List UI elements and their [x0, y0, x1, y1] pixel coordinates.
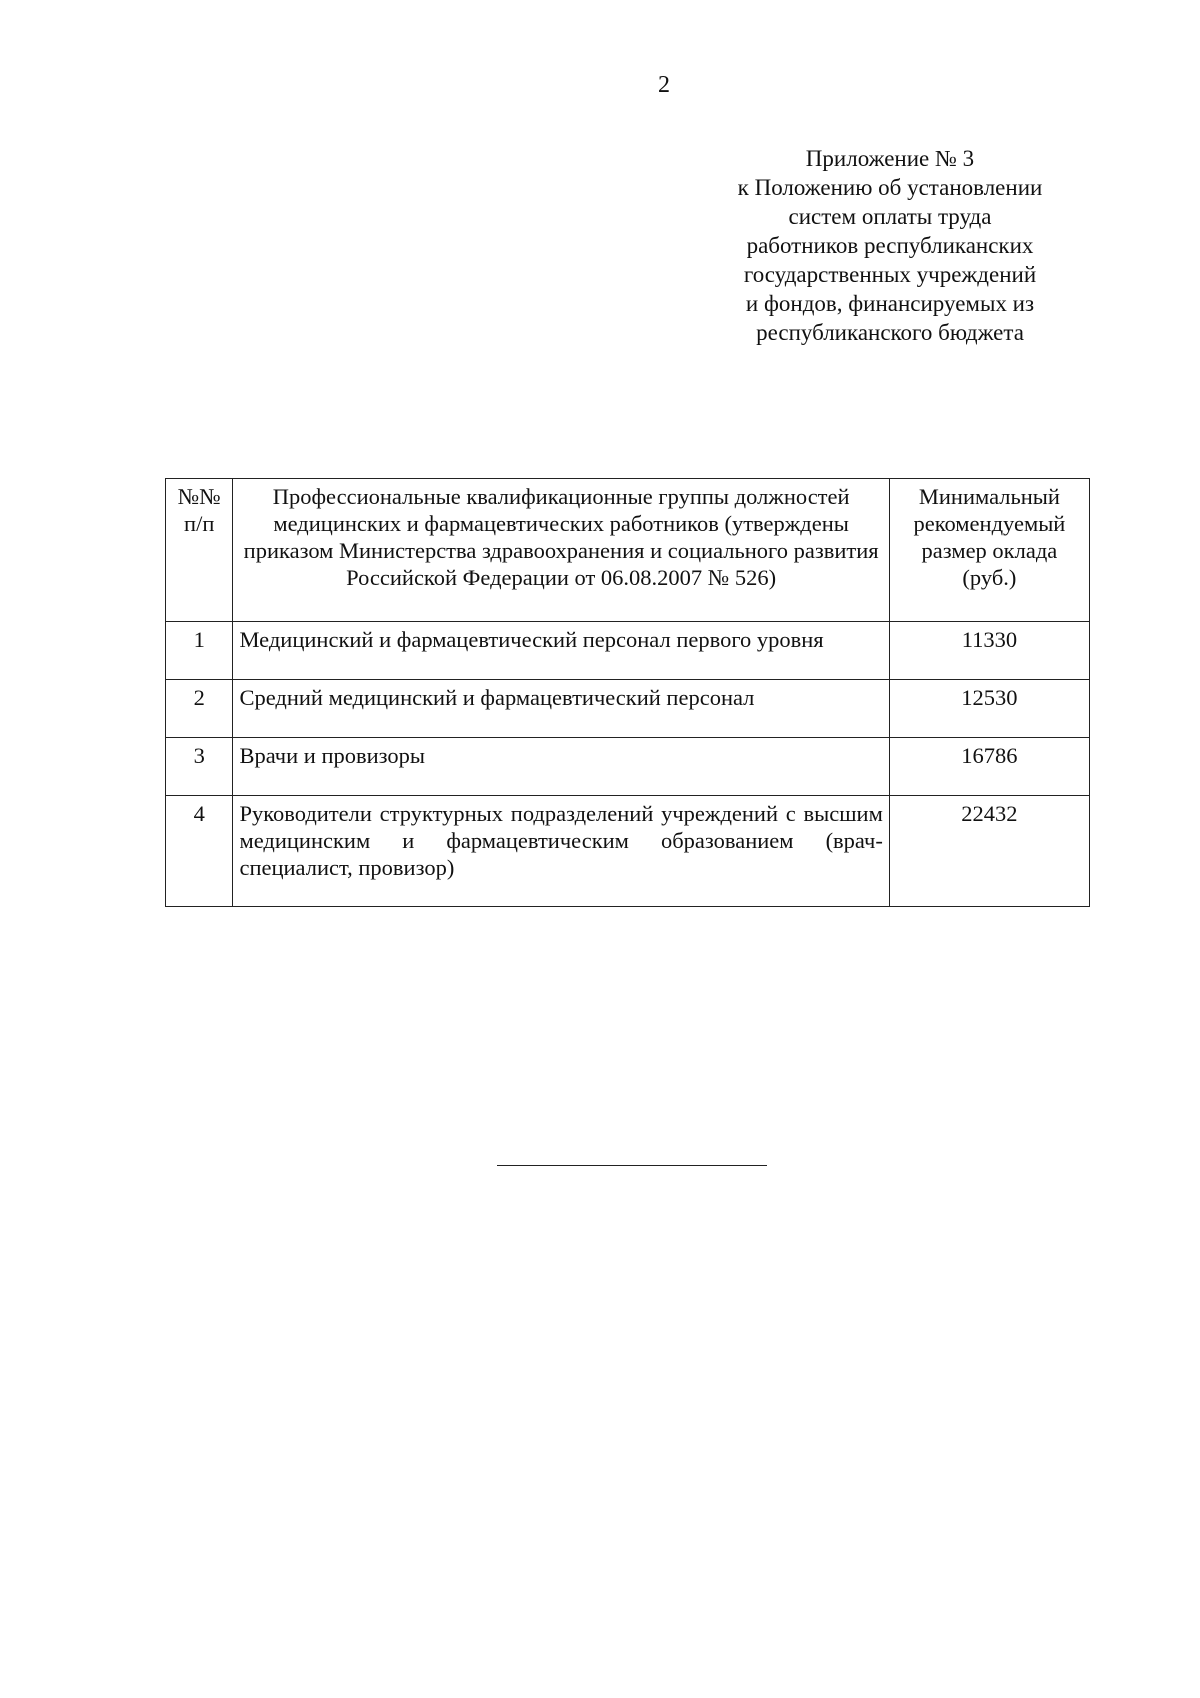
table-row: [166, 796, 1090, 907]
row-number: 4: [166, 796, 233, 907]
salary-table: [165, 478, 1090, 907]
page-number: 2: [658, 72, 670, 98]
appendix-header: [700, 144, 1080, 347]
table-row: [166, 680, 1090, 738]
header-group: Профессиональные квалификационные группы должностей медицинских и фармацевтических работников (утверждены приказом Министерства здравоохранения и социального развития Российской Федерации от 06.08.2007 № 526): [233, 479, 889, 622]
row-group: Средний медицинский и фармацевтический персонал: [233, 680, 889, 738]
table-header-row: [166, 479, 1090, 622]
appendix-line: и фондов, финансируемых из: [745, 291, 1035, 316]
appendix-line: государственных учреждений: [743, 262, 1037, 287]
row-salary: 16786: [889, 738, 1089, 796]
appendix-line: работников республиканских: [746, 233, 1034, 258]
row-number: 3: [166, 738, 233, 796]
header-number: №№ п/п: [166, 479, 233, 622]
appendix-line: Приложение № 3: [805, 146, 975, 171]
appendix-line: республиканского бюджета: [756, 320, 1024, 345]
row-number: 1: [166, 622, 233, 680]
appendix-line: к Положению об установлении: [737, 175, 1043, 200]
row-number: 2: [166, 680, 233, 738]
header-salary: Минимальный рекомендуемый размер оклада (руб.): [889, 479, 1089, 622]
row-salary: 11330: [889, 622, 1089, 680]
appendix-line: систем оплаты труда: [788, 204, 992, 229]
row-group: Медицинский и фармацевтический персонал первого уровня: [233, 622, 889, 680]
row-group: Врачи и провизоры: [233, 738, 889, 796]
table-row: [166, 738, 1090, 796]
separator-line: [497, 1165, 767, 1166]
table-row: [166, 622, 1090, 680]
row-salary: 12530: [889, 680, 1089, 738]
row-salary: 22432: [889, 796, 1089, 907]
row-group: Руководители структурных подразделений учреждений с высшим медицинским и фармацевтическим образованием (врач-специалист, провизор): [233, 796, 889, 907]
